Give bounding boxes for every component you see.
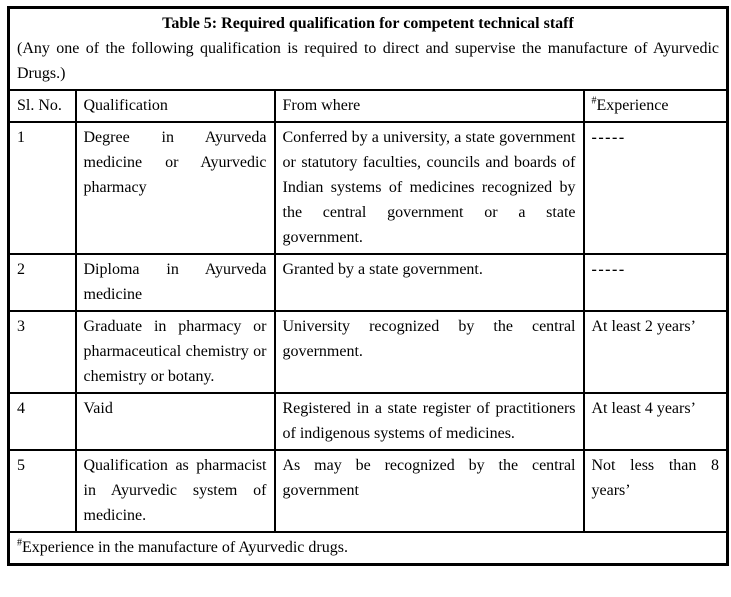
table-row-2 <box>9 254 728 311</box>
column-header-qualification: Qualification <box>76 90 275 122</box>
table-row-5 <box>9 450 728 532</box>
footnote-marker: # <box>17 537 22 549</box>
cell-experience: At least 4 years’ <box>584 393 728 450</box>
cell-from-where: Registered in a state register of practitioners of indigenous systems of medicines. <box>275 393 584 450</box>
cell-experience: Not less than 8 years’ <box>584 450 728 532</box>
footnote-cell <box>9 532 728 565</box>
experience-header-label: Experience <box>596 97 669 114</box>
table-row-1 <box>9 122 728 254</box>
column-header-from-where: From where <box>275 90 584 122</box>
cell-experience: At least 2 years’ <box>584 311 728 393</box>
table-row-3 <box>9 311 728 393</box>
cell-experience: ----- <box>584 122 728 254</box>
cell-from-where: Conferred by a university, a state government or statutory faculties, councils and boards of Indian systems of medicines recognized by the central government or a state government. <box>275 122 584 254</box>
title-cell <box>9 8 728 91</box>
footnote-row <box>9 532 728 565</box>
table-row-4 <box>9 393 728 450</box>
cell-sl-no: 1 <box>9 122 76 254</box>
table-title: Table 5: Required qualification for competent technical staff <box>162 15 574 32</box>
experience-footnote-marker: # <box>591 95 597 107</box>
header-row <box>9 90 728 122</box>
table-subtitle: (Any one of the following qualification is required to direct and supervise the manufacture of Ayurvedic Drugs.) <box>17 40 720 82</box>
footnote-text: Experience in the manufacture of Ayurvedic drugs. <box>22 539 348 556</box>
cell-qualification: Qualification as pharmacist in Ayurvedic system of medicine. <box>76 450 275 532</box>
column-header-experience <box>584 90 728 122</box>
cell-qualification: Vaid <box>76 393 275 450</box>
title-row <box>9 8 728 91</box>
cell-sl-no: 4 <box>9 393 76 450</box>
cell-sl-no: 3 <box>9 311 76 393</box>
cell-from-where: University recognized by the central government. <box>275 311 584 393</box>
cell-sl-no: 5 <box>9 450 76 532</box>
cell-sl-no: 2 <box>9 254 76 311</box>
cell-qualification: Graduate in pharmacy or pharmaceutical chemistry or chemistry or botany. <box>76 311 275 393</box>
cell-from-where: Granted by a state government. <box>275 254 584 311</box>
cell-experience: ----- <box>584 254 728 311</box>
cell-qualification: Degree in Ayurveda medicine or Ayurvedic pharmacy <box>76 122 275 254</box>
cell-qualification: Diploma in Ayurveda medicine <box>76 254 275 311</box>
cell-from-where: As may be recognized by the central government <box>275 450 584 532</box>
qualification-table <box>7 6 729 566</box>
column-header-sl-no: Sl. No. <box>9 90 76 122</box>
